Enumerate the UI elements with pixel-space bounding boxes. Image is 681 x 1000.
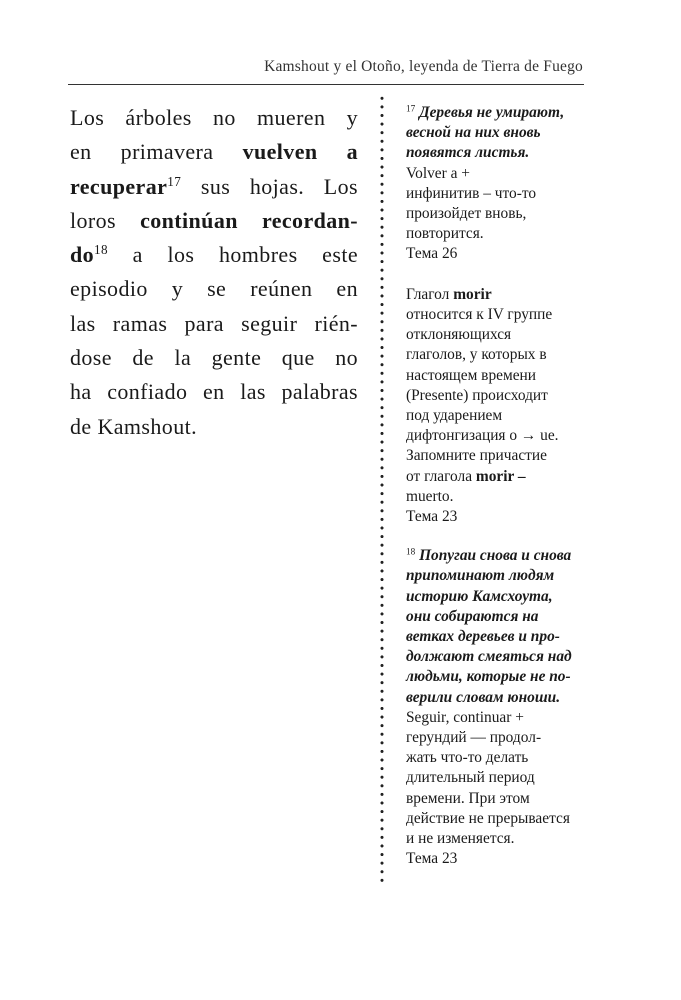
text-segment: (Presente) происходит [406, 386, 548, 404]
note-line [406, 849, 586, 869]
note-line [406, 386, 586, 406]
text-segment: recuperar [70, 173, 168, 199]
text-segment: loros [70, 207, 141, 233]
note-line [406, 647, 586, 667]
text-segment: герундий — продол- [406, 729, 542, 747]
text-segment: должают смеяться над [406, 648, 572, 666]
note-line [406, 325, 586, 345]
text-segment: под ударением [406, 407, 503, 425]
text-segment: Тема 26 [406, 245, 458, 263]
text-segment: ветках деревьев и про- [406, 628, 560, 646]
footnote-ref: 18 [406, 546, 416, 557]
text-segment: vuelven a [242, 139, 359, 165]
text-segment: Глагол [406, 285, 454, 303]
text-line [70, 375, 358, 409]
note-line [406, 566, 586, 586]
note-line [406, 103, 586, 123]
note-line [406, 789, 586, 809]
text-segment: dose de la gente que no [70, 345, 358, 371]
text-segment: произойдет вновь, [406, 205, 527, 223]
note-line [406, 123, 586, 143]
text-segment: sus hojas. Los [181, 173, 358, 199]
footnote-ref: 17 [167, 173, 182, 189]
text-segment: muerto. [406, 487, 454, 505]
main-text [70, 101, 358, 444]
note-line [406, 688, 586, 708]
note-line [406, 366, 586, 386]
footnote-18 [406, 546, 586, 869]
text-segment: Запомните причастие [406, 447, 547, 465]
text-segment: Деревья не умирают, [415, 104, 565, 121]
text-segment: они собираются на [406, 607, 539, 625]
note-line [406, 587, 586, 607]
text-segment: времени. При этом [406, 789, 530, 807]
note-line [406, 748, 586, 768]
footnote-ref: 17 [406, 103, 416, 114]
text-line [70, 170, 358, 204]
text-segment: и не изменяется. [406, 830, 515, 848]
note-line [406, 446, 586, 466]
text-segment: людьми, которые не по- [406, 668, 571, 686]
text-segment: настоящем времени [406, 366, 537, 384]
note-line [406, 487, 586, 507]
text-segment: инфинитив – что-то [406, 184, 537, 202]
text-line [70, 135, 358, 169]
note-line [406, 285, 586, 305]
footnote-17 [406, 103, 586, 527]
text-segment: de Kamshout. [70, 413, 198, 439]
text-segment: длительный период [406, 769, 535, 787]
dotted-divider [380, 94, 384, 884]
text-segment: continúan recordan- [140, 207, 359, 233]
text-segment: Попугаи снова и снова [415, 547, 572, 565]
text-segment: morir – [475, 467, 526, 485]
note-line [406, 708, 586, 728]
note-line [406, 345, 586, 365]
text-segment: дифтонгизация о → ue. [406, 427, 559, 445]
note-line [406, 224, 586, 244]
text-segment: повторится. [406, 225, 484, 243]
note-line [406, 244, 586, 264]
note-line [406, 184, 586, 204]
text-segment: верили словам юноши. [406, 688, 561, 706]
text-line [70, 101, 358, 135]
text-line [70, 410, 358, 444]
text-line [70, 272, 358, 306]
note-line [406, 467, 586, 487]
note-line [406, 607, 586, 627]
header-rule [68, 84, 584, 85]
text-segment: Seguir, continuar + [406, 708, 524, 726]
note-line [406, 627, 586, 647]
note-line [406, 829, 586, 849]
running-header: Kamshout y el Otoño, leyenda de Tierra de Fuego [264, 58, 583, 75]
margin-notes [406, 103, 586, 870]
note-line [406, 507, 586, 527]
text-segment: жать что-то делать [406, 749, 529, 767]
note-line [406, 305, 586, 325]
note-line [406, 546, 586, 566]
text-segment: действие не прерывается [406, 809, 570, 827]
text-segment: las ramas para seguir rién- [70, 310, 358, 336]
footnote-ref: 18 [94, 242, 109, 258]
text-segment: do [70, 242, 95, 268]
note-line [406, 164, 586, 184]
note-line [406, 406, 586, 426]
note-line [406, 143, 586, 163]
note-line [406, 667, 586, 687]
text-segment: episodio y se reúnen en [70, 276, 358, 302]
text-segment: историю Камсхоута, [406, 587, 553, 605]
text-segment: относится к IV группе [406, 306, 553, 324]
text-line [70, 341, 358, 375]
text-segment: Тема 23 [406, 508, 458, 526]
text-segment: Los árboles no mueren y [70, 105, 358, 130]
text-segment: morir [453, 285, 492, 303]
text-segment: Volver a + [406, 164, 470, 182]
text-segment: от глагола [406, 467, 476, 485]
text-segment: en primavera [70, 139, 243, 165]
text-segment: ha confiado en las palabras [70, 379, 358, 405]
text-line [70, 204, 358, 238]
note-line [406, 768, 586, 788]
text-segment: появятся листья. [406, 144, 530, 162]
text-segment: Тема 23 [406, 850, 458, 868]
note-line [406, 728, 586, 748]
note-line [406, 204, 586, 224]
text-segment: весной на них вновь [406, 124, 541, 142]
text-segment: припоминают людям [406, 567, 555, 585]
text-line [70, 307, 358, 341]
text-line [70, 238, 358, 272]
text-segment: глаголов, у которых в [406, 346, 547, 364]
text-segment: a los hombres este [108, 242, 358, 268]
note-line [406, 426, 586, 446]
text-segment: отклоняющихся [406, 326, 512, 344]
note-line [406, 809, 586, 829]
